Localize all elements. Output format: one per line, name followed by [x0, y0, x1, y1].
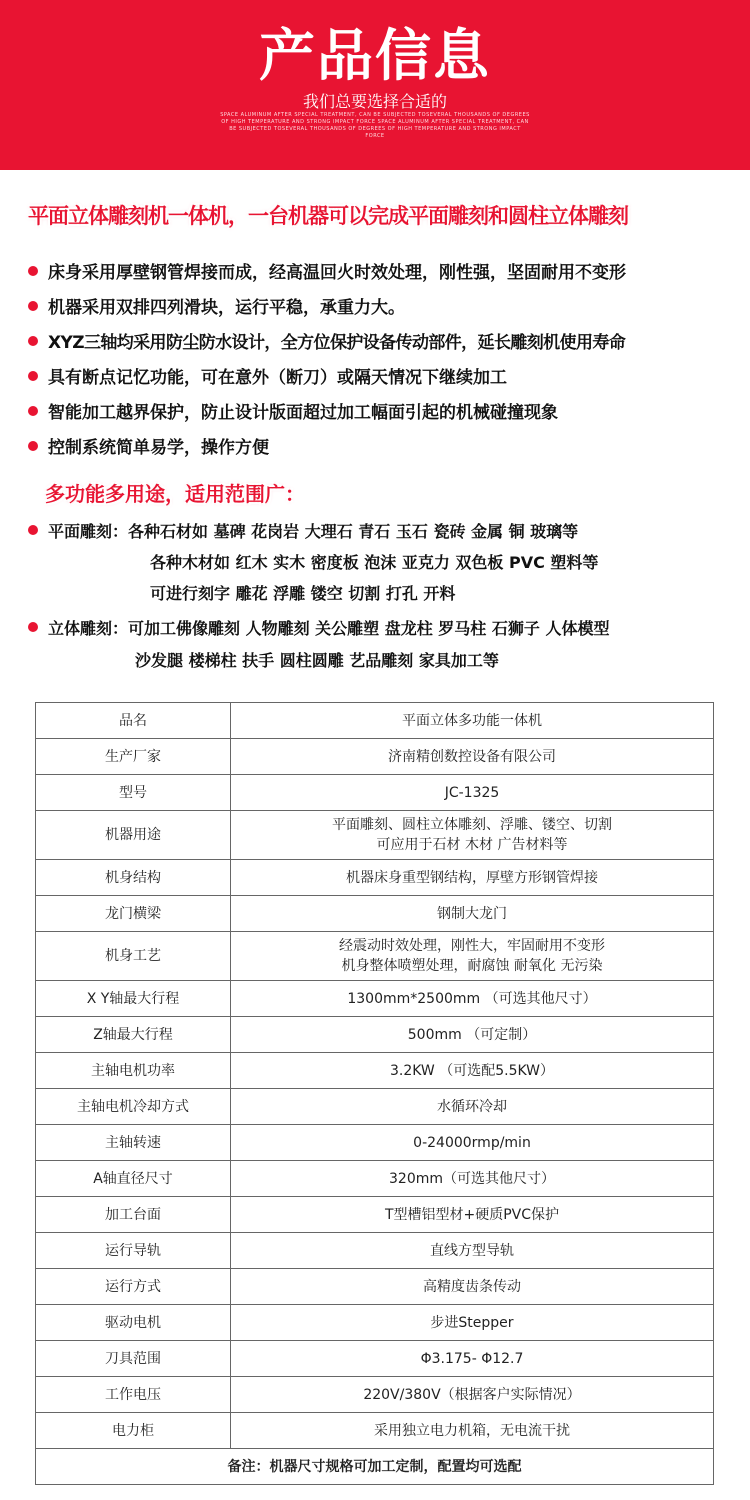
header-banner — [0, 0, 750, 170]
spec-value: 1300mm*2500mm （可选其他尺寸） — [231, 981, 714, 1017]
solid-carving-row — [28, 612, 609, 642]
feature-item — [28, 358, 748, 393]
spec-key: 机器用途 — [36, 811, 231, 860]
table-note: 备注：机器尺寸规格可加工定制，配置均可选配 — [36, 1449, 714, 1485]
feature-item — [28, 253, 748, 288]
table-row — [36, 1413, 714, 1449]
spec-value: T型槽铝型材+硬质PVC保护 — [231, 1197, 714, 1233]
feature-text: 机器采用双排四列滑块，运行平稳，承重力大。 — [48, 298, 405, 318]
spec-value: 机器床身重型钢结构，厚壁方形钢管焊接 — [231, 860, 714, 896]
spec-value-line: 机身整体喷塑处理，耐腐蚀 耐氧化 无污染 — [341, 958, 603, 974]
table-row — [36, 981, 714, 1017]
solid-carving-line: 可加工佛像雕刻 人物雕刻 关公雕塑 盘龙柱 罗马柱 石狮子 人体模型 — [128, 618, 610, 638]
table-row — [36, 1233, 714, 1269]
table-row — [36, 1377, 714, 1413]
spec-value: 3.2KW （可选配5.5KW） — [231, 1053, 714, 1089]
spec-value: 220V/380V（根据客户实际情况） — [231, 1377, 714, 1413]
table-row — [36, 1449, 714, 1485]
feature-item — [28, 428, 748, 463]
flat-carving-line: 各种石材如 墓碑 花岗岩 大理石 青石 玉石 瓷砖 金属 铜 玻璃等 — [128, 521, 579, 541]
table-row — [36, 1197, 714, 1233]
table-row — [36, 860, 714, 896]
flat-carving-row — [150, 546, 598, 576]
table-row — [36, 703, 714, 739]
feature-list — [28, 253, 748, 463]
table-row — [36, 1269, 714, 1305]
table-row — [36, 1125, 714, 1161]
feature-item — [28, 393, 748, 428]
table-row — [36, 1305, 714, 1341]
flat-carving-line: 各种木材如 红木 实木 密度板 泡沫 亚克力 双色板 PVC 塑料等 — [150, 552, 599, 572]
bullet-dot-icon — [28, 441, 38, 451]
spec-key: 电力柜 — [36, 1413, 231, 1449]
flat-carving-label: 平面雕刻： — [48, 521, 129, 541]
solid-carving-line: 沙发腿 楼梯柱 扶手 圆柱圆雕 艺品雕刻 家具加工等 — [135, 650, 499, 670]
spec-key: 机身结构 — [36, 860, 231, 896]
spec-key: 驱动电机 — [36, 1305, 231, 1341]
spec-key: 主轴转速 — [36, 1125, 231, 1161]
table-row — [36, 1053, 714, 1089]
table-row — [36, 932, 714, 981]
spec-value — [231, 932, 714, 981]
spec-key: 型号 — [36, 775, 231, 811]
spec-value — [231, 811, 714, 860]
spec-key: 运行导轨 — [36, 1233, 231, 1269]
table-row — [36, 896, 714, 932]
spec-key: X Y轴最大行程 — [36, 981, 231, 1017]
flat-carving-row — [150, 577, 455, 607]
spec-value: 济南精创数控设备有限公司 — [231, 739, 714, 775]
product-headline: 平面立体雕刻机一体机，一台机器可以完成平面雕刻和圆柱立体雕刻 — [28, 204, 628, 228]
spec-key: 机身工艺 — [36, 932, 231, 981]
feature-text: 床身采用厚壁钢管焊接而成，经高温回火时效处理，刚性强，坚固耐用不变形 — [48, 263, 626, 283]
table-row — [36, 1161, 714, 1197]
banner-fine-print: SPACE ALUMINUM AFTER SPECIAL TREATMENT, CAN BE SUBJECTED TOSEVERAL THOUSANDS OF DEGREES OF HIGH TEMPERATURE AND STRONG IMPACT FORCE SPACE ALUMINUM AFTER SPECIAL TREATMENT, CAN BE SUBJECTED TOSEVERAL THOUSANDS OF DEGREES OF HIGH TEMPERATURE AND STRONG IMPACT FORCE — [220, 112, 530, 139]
feature-text: XYZ三轴均采用防尘防水设计，全方位保护设备传动部件，延长雕刻机使用寿命 — [48, 333, 626, 353]
feature-text: 具有断点记忆功能，可在意外（断刀）或隔天情况下继续加工 — [48, 368, 507, 388]
table-row — [36, 739, 714, 775]
bullet-dot-icon — [28, 301, 38, 311]
spec-value: Φ3.175- Φ12.7 — [231, 1341, 714, 1377]
bullet-dot-icon — [28, 406, 38, 416]
solid-carving-label: 立体雕刻： — [48, 618, 129, 638]
bullet-dot-icon — [28, 371, 38, 381]
spec-key: Z轴最大行程 — [36, 1017, 231, 1053]
spec-key: 加工台面 — [36, 1197, 231, 1233]
spec-key: A轴直径尺寸 — [36, 1161, 231, 1197]
spec-key: 运行方式 — [36, 1269, 231, 1305]
spec-value: 500mm （可定制） — [231, 1017, 714, 1053]
solid-carving-row — [135, 644, 499, 674]
feature-item — [28, 288, 748, 323]
spec-key: 龙门横梁 — [36, 896, 231, 932]
bullet-dot-icon — [28, 525, 38, 535]
table-row — [36, 811, 714, 860]
spec-value: 水循环冷却 — [231, 1089, 714, 1125]
table-row — [36, 1341, 714, 1377]
spec-value-line: 可应用于石材 木材 广告材料等 — [376, 837, 568, 853]
table-row — [36, 1017, 714, 1053]
spec-value: 采用独立电力机箱，无电流干扰 — [231, 1413, 714, 1449]
feature-item — [28, 323, 748, 358]
spec-value: 步进Stepper — [231, 1305, 714, 1341]
spec-key: 刀具范围 — [36, 1341, 231, 1377]
spec-value-line: 平面雕刻、圆柱立体雕刻、浮雕、镂空、切割 — [332, 817, 612, 833]
spec-table — [35, 702, 714, 1485]
spec-key: 主轴电机冷却方式 — [36, 1089, 231, 1125]
spec-value: 钢制大龙门 — [231, 896, 714, 932]
spec-value-line: 经震动时效处理，刚性大，牢固耐用不变形 — [339, 938, 605, 954]
feature-text: 智能加工越界保护，防止设计版面超过加工幅面引起的机械碰撞现象 — [48, 403, 558, 423]
flat-carving-row — [28, 515, 578, 545]
table-row — [36, 775, 714, 811]
spec-value: 直线方型导轨 — [231, 1233, 714, 1269]
spec-value: 平面立体多功能一体机 — [231, 703, 714, 739]
spec-key: 工作电压 — [36, 1377, 231, 1413]
spec-key: 品名 — [36, 703, 231, 739]
spec-value: 320mm（可选其他尺寸） — [231, 1161, 714, 1197]
page-subtitle: 我们总要选择合适的 — [302, 92, 447, 111]
table-row — [36, 1089, 714, 1125]
applications-title: 多功能多用途，适用范围广： — [45, 482, 305, 506]
page-title: 产品信息 — [259, 24, 491, 89]
bullet-dot-icon — [28, 622, 38, 632]
feature-text: 控制系统简单易学，操作方便 — [48, 438, 269, 458]
bullet-dot-icon — [28, 266, 38, 276]
spec-value: JC-1325 — [231, 775, 714, 811]
spec-key: 主轴电机功率 — [36, 1053, 231, 1089]
spec-key: 生产厂家 — [36, 739, 231, 775]
spec-value: 0-24000rmp/min — [231, 1125, 714, 1161]
spec-value: 高精度齿条传动 — [231, 1269, 714, 1305]
bullet-dot-icon — [28, 336, 38, 346]
flat-carving-line: 可进行刻字 雕花 浮雕 镂空 切割 打孔 开料 — [150, 583, 456, 603]
